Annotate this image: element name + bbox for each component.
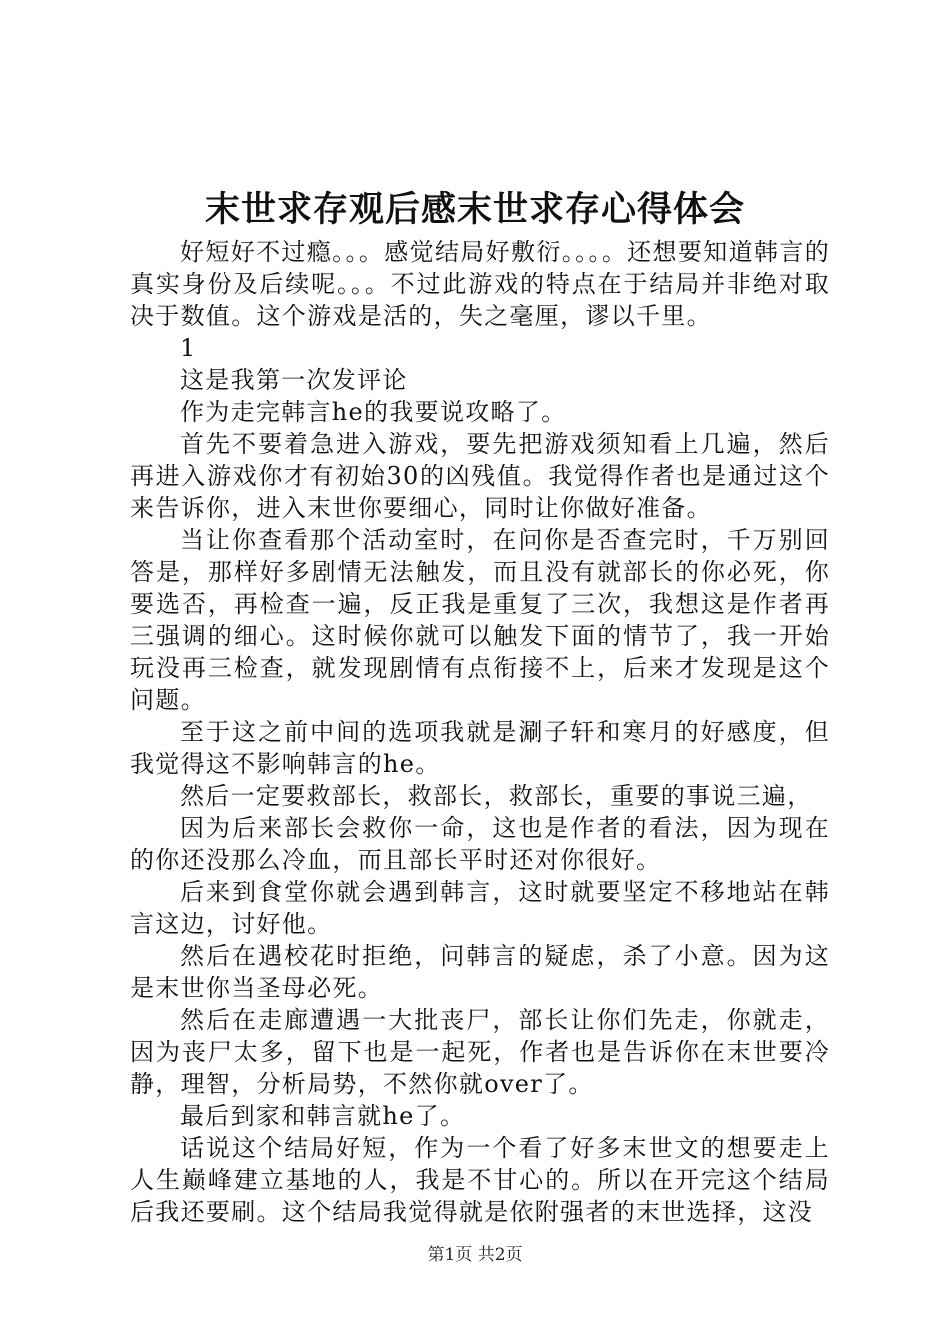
paragraph: 然后在遇校花时拒绝，问韩言的疑虑，杀了小意。因为这是末世你当圣母必死。 <box>130 942 830 1002</box>
paragraph: 然后一定要救部长，救部长，救部长，重要的事说三遍， <box>180 782 813 810</box>
paragraph: 1 <box>180 334 196 362</box>
paragraph: 当让你查看那个活动室时，在问你是否查完时，千万别回答是，那样好多剧情无法触发，而且没有就部长的你必死，你要选否，再检查一遍，反正我是重复了三次，我想这是作者再三强调的细心。这时候你就可以触发下面的情节了，我一开始玩没再三检查，就发现剧情有点衔接不上，后来才发现是这个问题。 <box>130 526 830 714</box>
page-number-footer: 第1页 共2页 <box>427 1245 523 1265</box>
paragraph: 后来到食堂你就会遇到韩言，这时就要坚定不移地站在韩言这边，讨好他。 <box>130 878 830 938</box>
paragraph: 至于这之前中间的选项我就是涮子轩和寒月的好感度，但我觉得这不影响韩言的he。 <box>130 718 830 778</box>
document-body <box>130 236 830 1228</box>
paragraph: 首先不要着急进入游戏，要先把游戏须知看上几遍，然后再进入游戏你才有初始30的凶残值。我觉得作者也是通过这个来告诉你，进入末世你要细心，同时让你做好准备。 <box>130 430 830 522</box>
paragraph: 这是我第一次发评论 <box>180 366 408 394</box>
paragraph: 好短好不过瘾。。。感觉结局好敷衍。。。。还想要知道韩言的真实身份及后续呢。。。不过此游戏的特点在于结局并非绝对取决于数值。这个游戏是活的，失之毫厘，谬以千里。 <box>130 238 830 330</box>
paragraph: 然后在走廊遭遇一大批丧尸，部长让你们先走，你就走，因为丧尸太多，留下也是一起死，作者也是告诉你在末世要冷静，理智，分析局势，不然你就over了。 <box>130 1006 830 1098</box>
paragraph: 话说这个结局好短，作为一个看了好多末世文的想要走上人生巅峰建立基地的人，我是不甘心的。所以在开完这个结局后我还要刷。这个结局我觉得就是依附强者的末世选择，这没 <box>130 1134 830 1226</box>
paragraph: 作为走完韩言he的我要说攻略了。 <box>180 398 567 426</box>
document-title: 末世求存观后感末世求存心得体会 <box>204 190 745 230</box>
paragraph: 最后到家和韩言就he了。 <box>180 1102 466 1130</box>
paragraph: 因为后来部长会救你一命，这也是作者的看法，因为现在的你还没那么冷血，而且部长平时还对你很好。 <box>130 814 830 874</box>
